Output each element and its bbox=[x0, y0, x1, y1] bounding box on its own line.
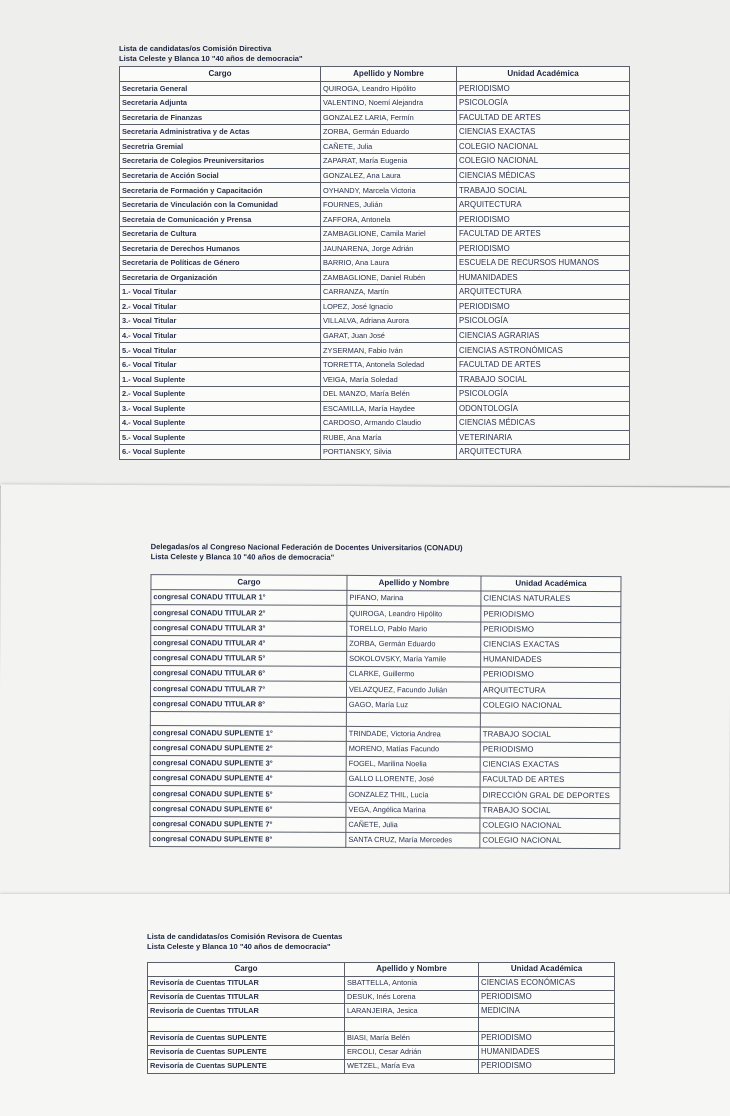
cell-apellido-nombre: CAÑETE, Julia bbox=[346, 817, 480, 833]
table-row bbox=[120, 387, 630, 402]
cell-unidad-academica: PERIODISMO bbox=[457, 212, 630, 227]
cell-cargo: Secretaria de Organización bbox=[120, 270, 321, 285]
cell-apellido-nombre: ZAFFORA, Antonela bbox=[321, 212, 457, 227]
cell-cargo: Secretaria General bbox=[120, 81, 321, 96]
cell-apellido-nombre: GAGO, María Luz bbox=[346, 697, 480, 713]
cell-unidad-academica: ARQUITECTURA bbox=[480, 682, 620, 698]
cell-cargo: congresal CONADU TITULAR 4° bbox=[151, 635, 347, 651]
cell-apellido-nombre: VEIGA, María Soledad bbox=[321, 372, 457, 387]
cell-unidad-academica: CIENCIAS EXACTAS bbox=[480, 757, 620, 773]
cell-unidad-academica: HUMANIDADES bbox=[457, 270, 630, 285]
header-cargo: Cargo bbox=[151, 575, 347, 591]
table-row bbox=[120, 343, 630, 358]
cell-cargo: congresal CONADU SUPLENTE 6° bbox=[150, 801, 346, 817]
section-comision-directiva bbox=[119, 44, 630, 460]
table-row bbox=[120, 241, 630, 256]
section-revisora-cuentas bbox=[147, 932, 615, 1074]
table-row bbox=[148, 1004, 615, 1018]
cell-apellido-nombre: VALENTINO, Noemí Alejandra bbox=[321, 96, 457, 111]
table-row bbox=[150, 740, 620, 757]
table-row bbox=[120, 81, 630, 96]
cell-unidad-academica: ARQUITECTURA bbox=[457, 445, 630, 460]
table-row bbox=[148, 1059, 615, 1073]
cell-unidad-academica: CIENCIAS EXACTAS bbox=[457, 125, 630, 140]
cell-unidad-academica: CIENCIAS MÉDICAS bbox=[457, 416, 630, 431]
cell-cargo: congresal CONADU TITULAR 1° bbox=[151, 590, 347, 606]
cell-cargo: 3.- Vocal Suplente bbox=[120, 401, 321, 416]
cell-apellido-nombre: GARAT, Juan José bbox=[321, 328, 457, 343]
table-row bbox=[151, 651, 621, 668]
cell-apellido-nombre: ERCOLI, Cesar Adrián bbox=[345, 1045, 479, 1059]
table-row bbox=[120, 154, 630, 169]
cell-unidad-academica: PERIODISMO bbox=[457, 81, 630, 96]
cell-apellido-nombre: PORTIANSKY, Silvia bbox=[321, 445, 457, 460]
cell-cargo: Secretaria de Formación y Capacitación bbox=[120, 183, 321, 198]
cell-cargo: 5.- Vocal Titular bbox=[120, 343, 321, 358]
cell-cargo: 5.- Vocal Suplente bbox=[120, 430, 321, 445]
table-row bbox=[120, 416, 630, 431]
cell-cargo: Secretaria de Políticas de Género bbox=[120, 256, 321, 271]
cell-unidad-academica: PERIODISMO bbox=[481, 622, 621, 638]
cell-cargo: congresal CONADU SUPLENTE 4° bbox=[150, 771, 346, 787]
section-conadu bbox=[149, 542, 621, 849]
cell-cargo: Secretria Gremial bbox=[120, 139, 321, 154]
table-row bbox=[120, 285, 630, 300]
page-sheet-conadu bbox=[0, 484, 730, 899]
cell-cargo: congresal CONADU TITULAR 3° bbox=[151, 620, 347, 636]
cell-cargo: Secretaria Administrativa y de Actas bbox=[120, 125, 321, 140]
table-row bbox=[120, 357, 630, 372]
cell-unidad-academica: FACULTAD DE ARTES bbox=[457, 227, 630, 242]
cell-apellido-nombre: ZORBA, Germán Eduardo bbox=[321, 125, 457, 140]
cell-apellido-nombre: BIASI, María Belén bbox=[345, 1032, 479, 1046]
table-row bbox=[120, 227, 630, 242]
cell-apellido-nombre: ZYSERMAN, Fabio Iván bbox=[321, 343, 457, 358]
cell-apellido-nombre: ZORBA, Germán Eduardo bbox=[347, 636, 481, 652]
cell-unidad-academica: PERIODISMO bbox=[481, 667, 621, 683]
cell-cargo bbox=[148, 1018, 345, 1032]
cell-unidad-academica: HUMANIDADES bbox=[479, 1045, 615, 1059]
table-row bbox=[120, 445, 630, 460]
cell-cargo: congresal CONADU SUPLENTE 5° bbox=[150, 786, 346, 802]
table-row bbox=[120, 430, 630, 445]
cell-cargo: 1.- Vocal Titular bbox=[120, 285, 321, 300]
table-row bbox=[150, 696, 620, 713]
cell-apellido-nombre: SBATTELLA, Antonia bbox=[345, 976, 479, 990]
cell-unidad-academica: FACULTAD DE ARTES bbox=[457, 110, 630, 125]
cell-unidad-academica: PSICOLOGÍA bbox=[457, 387, 630, 402]
table-row bbox=[120, 256, 630, 271]
header-unidad-academica: Unidad Académica bbox=[481, 576, 621, 592]
cell-unidad-academica: ESCUELA DE RECURSOS HUMANOS bbox=[457, 256, 630, 271]
cell-unidad-academica: CIENCIAS AGRARIAS bbox=[457, 328, 630, 343]
cell-unidad-academica bbox=[479, 1018, 615, 1032]
table-row bbox=[148, 1032, 615, 1046]
table-row bbox=[150, 681, 620, 698]
cell-unidad-academica: COLEGIO NACIONAL bbox=[480, 818, 620, 834]
table-row bbox=[120, 110, 630, 125]
cell-cargo: 6.- Vocal Titular bbox=[120, 357, 321, 372]
cell-unidad-academica: PERIODISMO bbox=[479, 1059, 615, 1073]
table-row bbox=[150, 832, 620, 849]
cell-unidad-academica: CIENCIAS ECONÓMICAS bbox=[479, 976, 615, 990]
cell-unidad-academica: COLEGIO NACIONAL bbox=[480, 698, 620, 714]
cell-apellido-nombre: GONZALEZ THIL, Lucía bbox=[346, 787, 480, 803]
cell-cargo: congresal CONADU TITULAR 2° bbox=[151, 605, 347, 621]
cell-apellido-nombre: VEGA, Angélica Marina bbox=[346, 802, 480, 818]
table-row bbox=[120, 212, 630, 227]
cell-unidad-academica: CIENCIAS ASTRONÓMICAS bbox=[457, 343, 630, 358]
table-header-row bbox=[120, 67, 630, 82]
section-subtitle: Lista Celeste y Blanca 10 "40 años de democracia" bbox=[119, 54, 303, 63]
table-row bbox=[120, 372, 630, 387]
cell-apellido-nombre: ZAMBAGLIONE, Daniel Rubén bbox=[321, 270, 457, 285]
table-row bbox=[150, 771, 620, 788]
cell-apellido-nombre: CLARKE, Guillermo bbox=[347, 667, 481, 683]
cell-cargo: Revisoría de Cuentas TITULAR bbox=[148, 990, 345, 1004]
cell-cargo: Revisoría de Cuentas SUPLENTE bbox=[148, 1045, 345, 1059]
table-row bbox=[151, 620, 621, 637]
header-unidad-academica: Unidad Académica bbox=[479, 963, 615, 977]
cell-apellido-nombre: VELAZQUEZ, Facundo Julián bbox=[346, 682, 480, 698]
cell-cargo: congresal CONADU SUPLENTE 3° bbox=[150, 756, 346, 772]
cell-unidad-academica: ARQUITECTURA bbox=[457, 197, 630, 212]
cell-apellido-nombre: RUBE, Ana María bbox=[321, 430, 457, 445]
cell-apellido-nombre: CARRANZA, Martín bbox=[321, 285, 457, 300]
table-row bbox=[120, 96, 630, 111]
cell-cargo: 1.- Vocal Suplente bbox=[120, 372, 321, 387]
table-row bbox=[120, 139, 630, 154]
cell-unidad-academica: DIRECCIÓN GRAL DE DEPORTES bbox=[480, 787, 620, 803]
cell-apellido-nombre: QUIROGA, Leandro Hipólito bbox=[321, 81, 457, 96]
table-row bbox=[120, 328, 630, 343]
cell-apellido-nombre: PIFANO, Marina bbox=[347, 591, 481, 607]
table-row bbox=[148, 990, 615, 1004]
cell-cargo: congresal CONADU TITULAR 6° bbox=[151, 666, 347, 682]
cell-cargo: congresal CONADU TITULAR 5° bbox=[151, 651, 347, 667]
cell-unidad-academica: PERIODISMO bbox=[481, 606, 621, 622]
revisora-table bbox=[147, 962, 615, 1074]
cell-cargo: Secretaria de Cultura bbox=[120, 227, 321, 242]
cell-cargo: 3.- Vocal Titular bbox=[120, 314, 321, 329]
page-sheet-revisora-cuentas bbox=[0, 894, 730, 1116]
cell-unidad-academica: PERIODISMO bbox=[479, 1032, 615, 1046]
table-header-row bbox=[148, 963, 615, 977]
cell-unidad-academica: PERIODISMO bbox=[480, 742, 620, 758]
cell-apellido-nombre: ZAMBAGLIONE, Camila Mariel bbox=[321, 227, 457, 242]
cell-apellido-nombre: CARDOSO, Armando Claudio bbox=[321, 416, 457, 431]
section-title: Lista de candidatas/os Comisión Directiva bbox=[119, 44, 272, 53]
cell-cargo: Secretaria de Colegios Preuniversitarios bbox=[120, 154, 321, 169]
cell-unidad-academica: COLEGIO NACIONAL bbox=[480, 833, 620, 849]
cell-apellido-nombre: BARRIO, Ana Laura bbox=[321, 256, 457, 271]
cell-unidad-academica bbox=[480, 713, 620, 728]
cell-cargo: Revisoría de Cuentas TITULAR bbox=[148, 1004, 345, 1018]
cell-apellido-nombre: GONZALEZ LARIA, Fermín bbox=[321, 110, 457, 125]
header-unidad-academica: Unidad Académica bbox=[457, 67, 630, 82]
cell-cargo: 4.- Vocal Titular bbox=[120, 328, 321, 343]
table-row bbox=[151, 635, 621, 652]
cell-apellido-nombre: SOKOLOVSKY, María Yamile bbox=[347, 651, 481, 667]
cell-cargo: Revisoría de Cuentas SUPLENTE bbox=[148, 1032, 345, 1046]
cell-unidad-academica: TRABAJO SOCIAL bbox=[480, 727, 620, 743]
cell-unidad-academica: CIENCIAS MÉDICAS bbox=[457, 168, 630, 183]
section-title: Delegadas/os al Congreso Nacional Federación de Docentes Universitarios (CONADU) bbox=[150, 542, 463, 553]
candidates-table bbox=[119, 66, 630, 460]
table-row bbox=[120, 183, 630, 198]
cell-unidad-academica: TRABAJO SOCIAL bbox=[457, 372, 630, 387]
cell-unidad-academica: CIENCIAS EXACTAS bbox=[481, 637, 621, 653]
cell-cargo: congresal CONADU SUPLENTE 2° bbox=[150, 740, 346, 756]
table-row bbox=[120, 270, 630, 285]
cell-unidad-academica: FACULTAD DE ARTES bbox=[457, 357, 630, 372]
header-cargo: Cargo bbox=[120, 67, 321, 82]
cell-cargo: Revisoría de Cuentas TITULAR bbox=[148, 976, 345, 990]
cell-apellido-nombre: SANTA CRUZ, María Mercedes bbox=[346, 832, 480, 848]
table-row bbox=[150, 756, 620, 773]
cell-unidad-academica: PERIODISMO bbox=[457, 241, 630, 256]
cell-cargo: congresal CONADU SUPLENTE 8° bbox=[150, 832, 346, 848]
cell-apellido-nombre: TORELLO, Pablo Mario bbox=[347, 621, 481, 637]
cell-apellido-nombre: FOURNES, Julián bbox=[321, 197, 457, 212]
cell-unidad-academica: TRABAJO SOCIAL bbox=[457, 183, 630, 198]
cell-cargo: Secretaria Adjunta bbox=[120, 96, 321, 111]
cell-apellido-nombre: QUIROGA, Leandro Hipólito bbox=[347, 606, 481, 622]
table-row bbox=[151, 666, 621, 683]
table-row bbox=[120, 299, 630, 314]
cell-apellido-nombre bbox=[346, 712, 480, 727]
cell-apellido-nombre: VILLALVA, Adriana Aurora bbox=[321, 314, 457, 329]
cell-apellido-nombre: DEL MANZO, María Belén bbox=[321, 387, 457, 402]
delegates-table bbox=[149, 574, 621, 849]
cell-unidad-academica: CIENCIAS NATURALES bbox=[481, 591, 621, 607]
cell-cargo: congresal CONADU TITULAR 8° bbox=[150, 696, 346, 712]
cell-apellido-nombre: MORENO, Matías Facundo bbox=[346, 741, 480, 757]
cell-apellido-nombre: TRINDADE, Victoria Andrea bbox=[346, 726, 480, 742]
cell-cargo: Secretaria de Vinculación con la Comunidad bbox=[120, 197, 321, 212]
cell-unidad-academica: COLEGIO NACIONAL bbox=[457, 139, 630, 154]
cell-apellido-nombre: ESCAMILLA, María Haydee bbox=[321, 401, 457, 416]
table-row bbox=[120, 125, 630, 140]
cell-unidad-academica: PSICOLOGÍA bbox=[457, 96, 630, 111]
cell-apellido-nombre: FOGEL, Marilina Noelia bbox=[346, 756, 480, 772]
cell-apellido-nombre: GONZALEZ, Ana Laura bbox=[321, 168, 457, 183]
cell-apellido-nombre: JAUNARENA, Jorge Adrián bbox=[321, 241, 457, 256]
cell-cargo: Secretaria de Derechos Humanos bbox=[120, 241, 321, 256]
cell-apellido-nombre: CAÑETE, Julia bbox=[321, 139, 457, 154]
header-cargo: Cargo bbox=[148, 963, 345, 977]
table-row bbox=[150, 725, 620, 742]
cell-apellido-nombre: OYHANDY, Marcela Victoria bbox=[321, 183, 457, 198]
table-row-spacer bbox=[148, 1018, 615, 1032]
cell-unidad-academica: VETERINARIA bbox=[457, 430, 630, 445]
page-sheet-comision-directiva bbox=[0, 0, 730, 486]
cell-unidad-academica: MEDICINA bbox=[479, 1004, 615, 1018]
cell-apellido-nombre: ZAPARAT, María Eugenia bbox=[321, 154, 457, 169]
table-row bbox=[120, 401, 630, 416]
table-row bbox=[148, 1045, 615, 1059]
cell-apellido-nombre: WETZEL, María Eva bbox=[345, 1059, 479, 1073]
cell-cargo: Secretaria de Acción Social bbox=[120, 168, 321, 183]
cell-apellido-nombre: TORRETTA, Antonela Soledad bbox=[321, 357, 457, 372]
section-subtitle: Lista Celeste y Blanca 10 "40 años de democracia" bbox=[147, 942, 331, 951]
table-row bbox=[150, 786, 620, 803]
section-title: Lista de candidatas/os Comisión Revisora de Cuentas bbox=[147, 932, 343, 941]
table-row bbox=[120, 197, 630, 212]
cell-cargo: congresal CONADU SUPLENTE 1° bbox=[150, 725, 346, 741]
cell-unidad-academica: PSICOLOGÍA bbox=[457, 314, 630, 329]
section-subtitle: Lista Celeste y Blanca 10 "40 años de democracia" bbox=[150, 552, 335, 562]
cell-cargo bbox=[150, 711, 346, 726]
cell-cargo: 2.- Vocal Titular bbox=[120, 299, 321, 314]
cell-apellido-nombre: GALLO LLORENTE, José bbox=[346, 772, 480, 788]
cell-cargo: congresal CONADU SUPLENTE 7° bbox=[150, 816, 346, 832]
cell-cargo: Secretaria de Finanzas bbox=[120, 110, 321, 125]
cell-unidad-academica: COLEGIO NACIONAL bbox=[457, 154, 630, 169]
cell-unidad-academica: PERIODISMO bbox=[479, 990, 615, 1004]
cell-cargo: Revisoría de Cuentas SUPLENTE bbox=[148, 1059, 345, 1073]
header-apellido-nombre: Apellido y Nombre bbox=[321, 67, 457, 82]
cell-unidad-academica: ARQUITECTURA bbox=[457, 285, 630, 300]
table-row bbox=[151, 590, 621, 607]
table-row bbox=[150, 816, 620, 833]
cell-unidad-academica: TRABAJO SOCIAL bbox=[480, 803, 620, 819]
table-row bbox=[120, 314, 630, 329]
cell-apellido-nombre: LARANJEIRA, Jesica bbox=[345, 1004, 479, 1018]
cell-unidad-academica: FACULTAD DE ARTES bbox=[480, 772, 620, 788]
cell-unidad-academica: PERIODISMO bbox=[457, 299, 630, 314]
table-row bbox=[120, 168, 630, 183]
header-apellido-nombre: Apellido y Nombre bbox=[347, 575, 481, 591]
cell-cargo: Secretaia de Comunicación y Prensa bbox=[120, 212, 321, 227]
cell-cargo: congresal CONADU TITULAR 7° bbox=[150, 681, 346, 697]
cell-unidad-academica: HUMANIDADES bbox=[481, 652, 621, 668]
table-row bbox=[150, 801, 620, 818]
cell-cargo: 6.- Vocal Suplente bbox=[120, 445, 321, 460]
header-apellido-nombre: Apellido y Nombre bbox=[345, 963, 479, 977]
cell-cargo: 2.- Vocal Suplente bbox=[120, 387, 321, 402]
cell-apellido-nombre bbox=[345, 1018, 479, 1032]
cell-apellido-nombre: DESUK, Inés Lorena bbox=[345, 990, 479, 1004]
cell-unidad-academica: ODONTOLOGÍA bbox=[457, 401, 630, 416]
cell-apellido-nombre: LOPEZ, José Ignacio bbox=[321, 299, 457, 314]
table-row bbox=[151, 605, 621, 622]
table-row bbox=[148, 976, 615, 990]
cell-cargo: 4.- Vocal Suplente bbox=[120, 416, 321, 431]
